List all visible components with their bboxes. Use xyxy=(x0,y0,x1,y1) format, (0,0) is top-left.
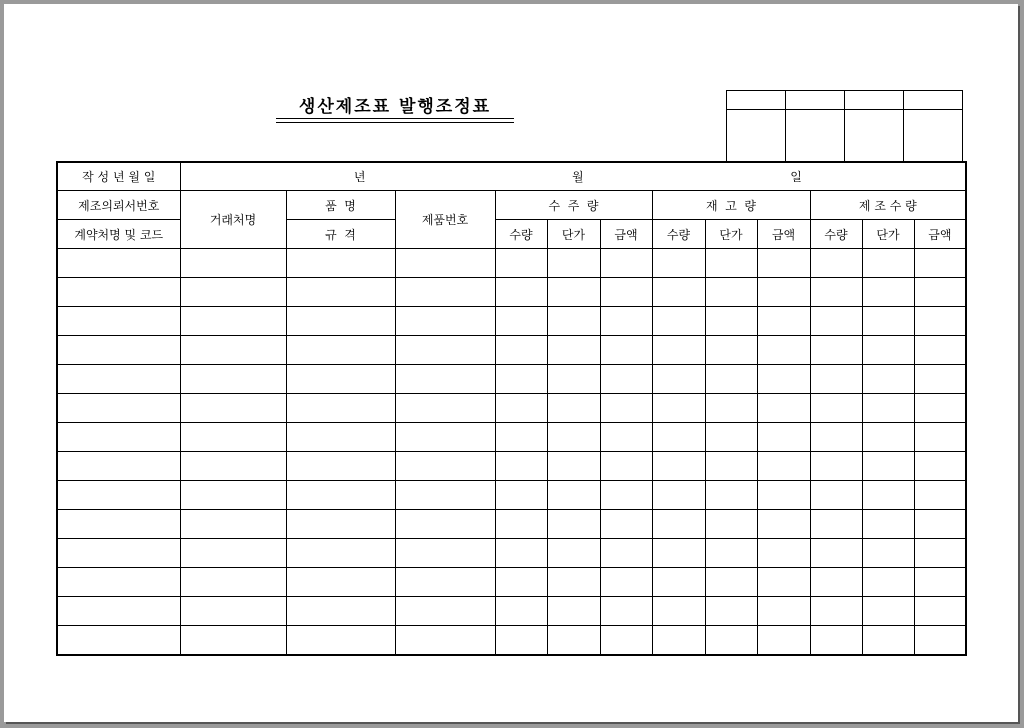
table-cell[interactable] xyxy=(652,394,705,423)
table-cell[interactable] xyxy=(600,481,652,510)
table-cell[interactable] xyxy=(286,626,395,656)
table-cell[interactable] xyxy=(862,307,914,336)
table-cell[interactable] xyxy=(810,568,862,597)
table-cell[interactable] xyxy=(757,481,810,510)
table-cell[interactable] xyxy=(395,510,495,539)
table-cell[interactable] xyxy=(914,394,966,423)
table-cell[interactable] xyxy=(757,626,810,656)
table-cell[interactable] xyxy=(705,336,757,365)
table-cell[interactable] xyxy=(495,626,547,656)
table-cell[interactable] xyxy=(547,452,600,481)
order-qty-header: 수 주 량 xyxy=(495,191,652,220)
table-cell[interactable] xyxy=(495,597,547,626)
stock-price-sub: 단가 xyxy=(705,220,757,249)
table-cell[interactable] xyxy=(862,597,914,626)
table-cell[interactable] xyxy=(810,307,862,336)
table-cell[interactable] xyxy=(57,452,180,481)
table-cell[interactable] xyxy=(705,626,757,656)
table-cell[interactable] xyxy=(57,336,180,365)
table-cell[interactable] xyxy=(757,597,810,626)
table-cell[interactable] xyxy=(600,394,652,423)
table-cell[interactable] xyxy=(180,307,286,336)
table-cell[interactable] xyxy=(914,539,966,568)
approval-cell xyxy=(727,91,786,110)
table-cell[interactable] xyxy=(286,365,395,394)
table-cell[interactable] xyxy=(914,249,966,278)
table-cell[interactable] xyxy=(547,336,600,365)
table-cell[interactable] xyxy=(652,568,705,597)
table-cell[interactable] xyxy=(810,452,862,481)
table-cell[interactable] xyxy=(810,278,862,307)
table-cell[interactable] xyxy=(395,278,495,307)
table-cell[interactable] xyxy=(914,452,966,481)
table-row xyxy=(57,510,966,539)
table-cell[interactable] xyxy=(495,394,547,423)
document-page xyxy=(4,4,1018,722)
table-cell[interactable] xyxy=(495,481,547,510)
table-row xyxy=(57,481,966,510)
table-cell[interactable] xyxy=(757,307,810,336)
table-cell[interactable] xyxy=(547,510,600,539)
table-cell[interactable] xyxy=(547,278,600,307)
table-cell[interactable] xyxy=(862,481,914,510)
table-cell[interactable] xyxy=(862,394,914,423)
table-row xyxy=(57,336,966,365)
issue-table xyxy=(56,161,967,656)
table-row xyxy=(57,394,966,423)
table-cell[interactable] xyxy=(600,278,652,307)
table-cell[interactable] xyxy=(757,452,810,481)
table-cell[interactable] xyxy=(57,539,180,568)
table-cell[interactable] xyxy=(757,539,810,568)
date-month-label: 월 xyxy=(572,170,584,184)
table-cell[interactable] xyxy=(600,307,652,336)
table-cell[interactable] xyxy=(57,481,180,510)
table-cell[interactable] xyxy=(862,626,914,656)
table-cell[interactable] xyxy=(286,539,395,568)
order-price-sub: 단가 xyxy=(547,220,600,249)
table-cell[interactable] xyxy=(914,568,966,597)
order-qty-sub: 수량 xyxy=(495,220,547,249)
table-cell[interactable] xyxy=(757,423,810,452)
date-day-label: 일 xyxy=(790,170,802,184)
table-row xyxy=(57,423,966,452)
table-cell[interactable] xyxy=(600,249,652,278)
table-cell[interactable] xyxy=(810,539,862,568)
table-cell[interactable] xyxy=(286,307,395,336)
table-cell[interactable] xyxy=(705,481,757,510)
stock-qty-sub: 수량 xyxy=(652,220,705,249)
table-cell[interactable] xyxy=(914,597,966,626)
client-name-header: 거래처명 xyxy=(180,191,286,249)
table-cell[interactable] xyxy=(862,539,914,568)
product-no-header: 제품번호 xyxy=(395,191,495,249)
stock-amount-sub: 금액 xyxy=(757,220,810,249)
table-cell[interactable] xyxy=(652,597,705,626)
table-cell[interactable] xyxy=(180,481,286,510)
table-cell[interactable] xyxy=(57,365,180,394)
table-cell[interactable] xyxy=(600,626,652,656)
table-cell[interactable] xyxy=(286,278,395,307)
table-cell[interactable] xyxy=(600,365,652,394)
table-cell[interactable] xyxy=(862,249,914,278)
approval-sign-cell xyxy=(845,110,904,162)
table-cell[interactable] xyxy=(914,307,966,336)
table-cell[interactable] xyxy=(180,365,286,394)
table-cell[interactable] xyxy=(914,336,966,365)
table-cell[interactable] xyxy=(495,568,547,597)
table-cell[interactable] xyxy=(547,249,600,278)
table-cell[interactable] xyxy=(547,597,600,626)
table-cell[interactable] xyxy=(914,510,966,539)
table-row xyxy=(57,568,966,597)
mfg-request-no-header: 제조의뢰서번호 xyxy=(57,191,180,220)
table-cell[interactable] xyxy=(495,278,547,307)
table-cell[interactable] xyxy=(810,365,862,394)
table-cell[interactable] xyxy=(395,394,495,423)
table-cell[interactable] xyxy=(286,597,395,626)
table-cell[interactable] xyxy=(286,394,395,423)
table-cell[interactable] xyxy=(286,481,395,510)
table-row xyxy=(57,539,966,568)
table-cell[interactable] xyxy=(652,365,705,394)
table-row xyxy=(57,307,966,336)
table-cell[interactable] xyxy=(395,249,495,278)
title-underline xyxy=(276,118,514,123)
table-cell[interactable] xyxy=(810,423,862,452)
table-cell[interactable] xyxy=(600,539,652,568)
table-cell[interactable] xyxy=(57,249,180,278)
mfg-price-sub: 단가 xyxy=(862,220,914,249)
table-cell[interactable] xyxy=(862,336,914,365)
table-cell[interactable] xyxy=(862,365,914,394)
table-cell[interactable] xyxy=(652,510,705,539)
write-date-field[interactable] xyxy=(180,162,966,191)
table-cell[interactable] xyxy=(495,452,547,481)
table-cell[interactable] xyxy=(395,452,495,481)
table-cell[interactable] xyxy=(57,626,180,656)
mfg-amount-sub: 금액 xyxy=(914,220,966,249)
table-cell[interactable] xyxy=(705,568,757,597)
table-cell[interactable] xyxy=(180,626,286,656)
table-cell[interactable] xyxy=(395,423,495,452)
table-cell[interactable] xyxy=(600,510,652,539)
table-cell[interactable] xyxy=(57,307,180,336)
table-cell[interactable] xyxy=(600,336,652,365)
table-cell[interactable] xyxy=(705,249,757,278)
table-cell[interactable] xyxy=(180,423,286,452)
table-row xyxy=(57,597,966,626)
table-cell[interactable] xyxy=(395,365,495,394)
table-cell[interactable] xyxy=(495,510,547,539)
table-cell[interactable] xyxy=(862,423,914,452)
table-cell[interactable] xyxy=(395,626,495,656)
table-cell[interactable] xyxy=(180,539,286,568)
table-cell[interactable] xyxy=(914,365,966,394)
table-cell[interactable] xyxy=(810,249,862,278)
mfg-qty-header: 제 조 수 량 xyxy=(810,191,966,220)
table-cell[interactable] xyxy=(705,510,757,539)
approval-sign-cell xyxy=(904,110,963,162)
mfg-qty-sub: 수량 xyxy=(810,220,862,249)
table-cell[interactable] xyxy=(286,336,395,365)
approval-sign-cell xyxy=(727,110,786,162)
table-cell[interactable] xyxy=(705,365,757,394)
table-cell[interactable] xyxy=(395,597,495,626)
table-cell[interactable] xyxy=(810,626,862,656)
approval-sign-cell xyxy=(786,110,845,162)
spec-header: 규 격 xyxy=(286,220,395,249)
table-cell[interactable] xyxy=(600,597,652,626)
table-cell[interactable] xyxy=(547,423,600,452)
table-cell[interactable] xyxy=(180,452,286,481)
table-cell[interactable] xyxy=(810,481,862,510)
table-cell[interactable] xyxy=(57,423,180,452)
table-cell[interactable] xyxy=(395,481,495,510)
table-cell[interactable] xyxy=(286,452,395,481)
table-cell[interactable] xyxy=(757,365,810,394)
table-cell[interactable] xyxy=(810,394,862,423)
table-cell[interactable] xyxy=(395,568,495,597)
table-cell[interactable] xyxy=(286,568,395,597)
table-cell[interactable] xyxy=(705,307,757,336)
table-cell[interactable] xyxy=(757,278,810,307)
table-cell[interactable] xyxy=(180,597,286,626)
approval-cell xyxy=(845,91,904,110)
table-cell[interactable] xyxy=(547,626,600,656)
table-cell[interactable] xyxy=(862,278,914,307)
table-cell[interactable] xyxy=(547,394,600,423)
table-cell[interactable] xyxy=(547,568,600,597)
approval-cell xyxy=(786,91,845,110)
table-cell[interactable] xyxy=(862,510,914,539)
table-cell[interactable] xyxy=(757,510,810,539)
approval-box xyxy=(726,90,963,162)
table-row xyxy=(57,626,966,656)
table-cell[interactable] xyxy=(57,568,180,597)
table-cell[interactable] xyxy=(180,278,286,307)
table-cell[interactable] xyxy=(600,423,652,452)
table-cell[interactable] xyxy=(286,423,395,452)
table-cell[interactable] xyxy=(705,423,757,452)
table-cell[interactable] xyxy=(495,365,547,394)
table-cell[interactable] xyxy=(180,394,286,423)
table-cell[interactable] xyxy=(547,481,600,510)
table-cell[interactable] xyxy=(547,539,600,568)
table-cell[interactable] xyxy=(757,394,810,423)
write-date-label: 작 성 년 월 일 xyxy=(57,162,180,191)
table-cell[interactable] xyxy=(600,452,652,481)
table-cell[interactable] xyxy=(652,307,705,336)
table-row xyxy=(57,365,966,394)
table-cell[interactable] xyxy=(757,568,810,597)
table-cell[interactable] xyxy=(495,249,547,278)
table-cell[interactable] xyxy=(180,249,286,278)
table-cell[interactable] xyxy=(810,597,862,626)
table-cell[interactable] xyxy=(705,278,757,307)
table-row xyxy=(57,278,966,307)
table-cell[interactable] xyxy=(862,452,914,481)
table-cell[interactable] xyxy=(57,510,180,539)
table-cell[interactable] xyxy=(862,568,914,597)
table-cell[interactable] xyxy=(652,539,705,568)
approval-cell xyxy=(904,91,963,110)
table-row xyxy=(57,452,966,481)
table-cell[interactable] xyxy=(705,597,757,626)
table-cell[interactable] xyxy=(652,336,705,365)
table-cell[interactable] xyxy=(547,365,600,394)
document-title: 생산제조표 발행조정표 xyxy=(298,97,492,117)
table-cell[interactable] xyxy=(652,452,705,481)
table-cell[interactable] xyxy=(395,539,495,568)
table-cell[interactable] xyxy=(705,452,757,481)
table-row xyxy=(57,249,966,278)
date-year-label: 년 xyxy=(353,170,366,184)
table-cell[interactable] xyxy=(180,568,286,597)
table-cell[interactable] xyxy=(57,394,180,423)
table-cell[interactable] xyxy=(810,510,862,539)
table-cell[interactable] xyxy=(57,278,180,307)
table-cell[interactable] xyxy=(180,336,286,365)
table-cell[interactable] xyxy=(757,336,810,365)
table-cell[interactable] xyxy=(180,510,286,539)
table-cell[interactable] xyxy=(600,568,652,597)
table-cell[interactable] xyxy=(395,307,495,336)
table-cell[interactable] xyxy=(652,249,705,278)
table-cell[interactable] xyxy=(547,307,600,336)
table-cell[interactable] xyxy=(705,539,757,568)
table-cell[interactable] xyxy=(810,336,862,365)
table-cell[interactable] xyxy=(495,539,547,568)
table-cell[interactable] xyxy=(914,626,966,656)
table-cell[interactable] xyxy=(914,278,966,307)
table-cell[interactable] xyxy=(652,626,705,656)
stock-qty-header: 재 고 량 xyxy=(652,191,810,220)
table-cell[interactable] xyxy=(495,336,547,365)
item-name-header: 품 명 xyxy=(286,191,395,220)
table-cell[interactable] xyxy=(495,307,547,336)
table-cell[interactable] xyxy=(652,423,705,452)
table-cell[interactable] xyxy=(757,249,810,278)
table-cell[interactable] xyxy=(652,278,705,307)
table-cell[interactable] xyxy=(286,249,395,278)
order-amount-sub: 금액 xyxy=(600,220,652,249)
table-cell[interactable] xyxy=(705,394,757,423)
table-cell[interactable] xyxy=(395,336,495,365)
table-cell[interactable] xyxy=(57,597,180,626)
contract-name-code-header: 계약처명 및 코드 xyxy=(57,220,180,249)
table-cell[interactable] xyxy=(495,423,547,452)
table-cell[interactable] xyxy=(914,481,966,510)
table-cell[interactable] xyxy=(286,510,395,539)
table-cell[interactable] xyxy=(914,423,966,452)
table-cell[interactable] xyxy=(652,481,705,510)
